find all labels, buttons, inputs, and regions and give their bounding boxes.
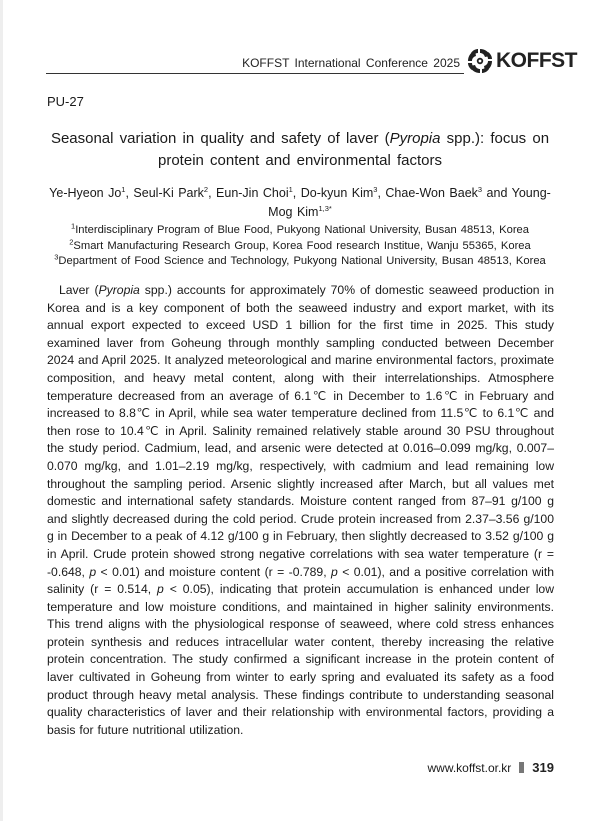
affiliation: $^1$Interdisciplinary Program of Blue Food, Pukyong National University, Busan 48513, Korea bbox=[71, 221, 529, 236]
author: Eun-Jin Choi$^1$, bbox=[216, 184, 301, 200]
author: Chae-Won Baek$^3$ and bbox=[385, 184, 512, 200]
affiliation: $^2$Smart Manufacturing Research Group, Korea Food research Institue, Wanju 55365, Korea bbox=[69, 236, 531, 252]
page-edge bbox=[0, 0, 3, 821]
poster-code: PU-27 bbox=[47, 94, 84, 109]
abstract-body: Laver (Pyropia spp.) accounts for approximately 70% of domestic seaweed production in Korea and is a key component of both the seaweed industry and export market, with its annual export expected to exceed USD 1 billion for the first time in 2025. This study examined laver from Goheung through monthly sampling conducted between December 2024 and April 2025. It analyzed meteorological and marine environmental factors, proximate composition, and heavy metal content, along with their interrelationships. Atmosphere temperature decreased from an average of 6.1℃ in December to 1.6℃ in February and increased to 8.8℃ in April, while sea water temperature declined from 11.5℃ to 6.1℃ and then rose to 10.4℃ in April. Salinity remained relatively stable around 30 PSU throughout the study period. Cadmium, lead, and arsenic were detected at 0.016–0.099 mg/kg, 0.007–0.070 mg/kg, and 1.01–2.19 mg/kg, respectively, with cadmium and lead remaining low throughout the sampling period. Arsenic slightly increased after March, but all values met domestic and international safety standards. Moisture content ranged from 87–91 g/100 g and slightly decreased during the cold period. Crude protein increased from 2.37–3.56 g/100 g in December to a peak of 4.12 g/100 g in February, then slightly decreased to 3.52 g/100 g in April. Crude protein showed strong negative correlations with sea water temperature (r = -0.648, p < 0.01) and moisture content (r = -0.789, p < 0.01), and a positive correlation with salinity (r = 0.514, p < 0.05), indicating that protein accumulation is enhanced under low temperature and low moisture conditions, and maintained in higher salinity environments. This trend aligns with the physiological response of seaweed, where cold stress enhances protein synthesis and reduces intracellular water content, thereby increasing the relative protein concentration. The study confirmed a significant increase in the protein content of laver cultivated in Goheung from winter to early spring and evaluated its safety as a food product through heavy metal analysis. These findings contribute to understanding seasonal quality characteristics of laver and their relationship with environmental factors, providing a basis for future nutritional utilization. bbox=[47, 283, 554, 737]
title-species: Pyropia bbox=[389, 130, 441, 147]
title-text: Seasonal variation in quality and safety of laver ( bbox=[50, 130, 390, 147]
author: Do-kyun Kim$^3$, bbox=[300, 184, 386, 200]
author: Seul-Ki Park$^2$, bbox=[133, 184, 217, 200]
author: Ye-Hyeon Jo$^1$, bbox=[49, 184, 134, 200]
running-header bbox=[46, 55, 464, 74]
affiliation-list bbox=[46, 223, 554, 270]
author: Young-Mog Kim$^{1,3*}$ bbox=[268, 186, 551, 219]
koffst-swirl-logo-icon bbox=[467, 48, 493, 74]
author-list bbox=[46, 184, 554, 222]
title-text: spp.): focus on protein content and environmental factors bbox=[158, 130, 550, 169]
page-footer bbox=[427, 760, 554, 775]
affiliation: $^3$Department of Food Science and Technology, Pukyong National University, Busan 48513, Korea bbox=[54, 252, 546, 267]
koffst-logo bbox=[467, 47, 577, 75]
footer-separator bbox=[519, 762, 524, 773]
logo-wordmark: KOFFST bbox=[496, 49, 577, 72]
conference-title: KOFFST International Conference 2025 bbox=[242, 56, 460, 70]
website-url: www.koffst.or.kr bbox=[427, 760, 512, 775]
page-number: 319 bbox=[532, 760, 554, 775]
paper-title bbox=[46, 128, 554, 172]
